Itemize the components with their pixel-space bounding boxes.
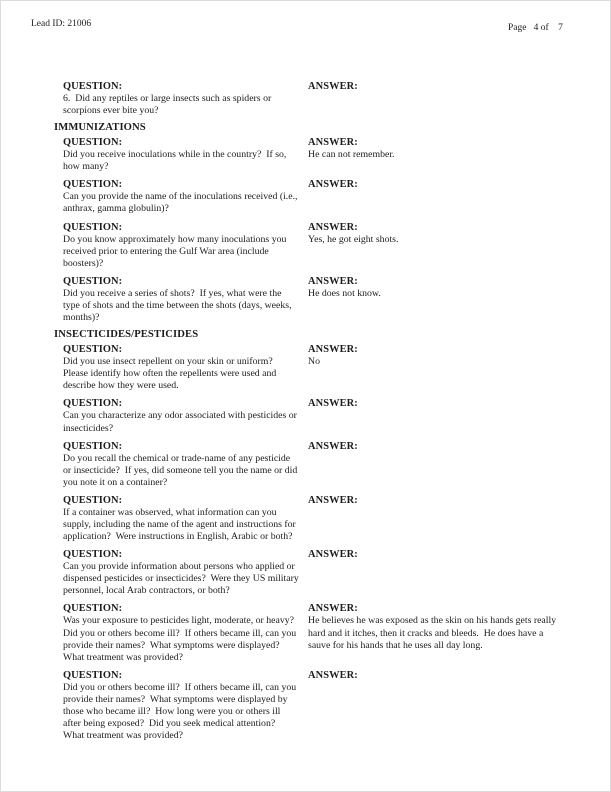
section-heading: IMMUNIZATIONS (54, 122, 146, 134)
answer-text: No (308, 356, 320, 368)
question-text: Can you provide the name of the inoculations received (i.e., anthrax, gamma globulin)? (63, 191, 300, 215)
qa-block (63, 602, 563, 663)
question-text: Can you provide information about persons who applied or dispensed pesticides or insecticides? Were they US military personnel, local Arab contractors, or both? (63, 561, 302, 597)
question-text: Did you use insect repellent on your skin or uniform? Please identify how often the repellents were used and describe how they were used. (63, 356, 279, 392)
qa-block (63, 548, 563, 597)
answer-label: ANSWER: (308, 440, 358, 452)
question-text: Do you recall the chemical or trade-name of any pesticide or insecticide? If yes, did someone tell you the name or did you note it on a container? (63, 452, 300, 488)
question-text: Can you characterize any odor associated with pesticides or insecticides? (63, 410, 300, 434)
answer-label: ANSWER: (308, 81, 358, 92)
question-label: QUESTION: (63, 440, 123, 452)
page-number-label: Page 4 of 7 (508, 23, 563, 33)
question-label: QUESTION: (63, 549, 123, 561)
question-text: If a container was observed, what information can you supply, including the name of the agent and instructions for application? Were instructions in English, Arabic or both? (63, 506, 299, 543)
answer-text (308, 561, 560, 597)
question-text: Do you know approximately how many inoculations you received prior to entering the Gulf War area (include boosters)? (63, 233, 289, 269)
question-label: QUESTION: (63, 81, 123, 92)
question-label: QUESTION: (63, 179, 123, 191)
answer-label: ANSWER: (308, 603, 358, 615)
lead-id-label: Lead ID: 21006 (31, 19, 92, 29)
question-label: QUESTION: (63, 494, 123, 506)
answer-label: ANSWER: (308, 275, 358, 287)
qa-block (63, 343, 563, 392)
question-text: Did you or others become ill? If others became ill, can you provide their names? What symptoms were displayed by those who became ill? How long were you or others ill after being exposed? Did you seek medical attention? What treatment was provided? (63, 681, 299, 742)
qa-block (63, 136, 563, 173)
answer-text (308, 682, 560, 742)
qa-block (63, 397, 563, 434)
answer-text (308, 191, 560, 215)
answer-label: ANSWER: (308, 669, 358, 681)
answer-text (308, 507, 560, 543)
qa-block (63, 494, 563, 543)
answer-text (308, 410, 560, 434)
question-label: QUESTION: (63, 669, 123, 681)
question-text: 6. Did any reptiles or large insects such as spiders or scorpions ever bite you? (63, 93, 274, 117)
question-label: QUESTION: (63, 398, 123, 410)
answer-text: Yes, he got eight shots. (308, 233, 399, 245)
answer-label: ANSWER: (308, 398, 358, 410)
qa-block (63, 275, 563, 324)
qa-block (63, 178, 563, 215)
question-text: Did you receive inoculations while in the country? If so, how many? (63, 149, 289, 173)
answer-text (308, 93, 560, 117)
answer-text (308, 453, 560, 489)
question-text: Was your exposure to pesticides light, moderate, or heavy? Did you or others become ill? If others became ill, can you provide their names? What symptoms were displayed? What treatment was provided? (63, 615, 299, 663)
answer-text: He can not remember. (308, 149, 395, 161)
qa-list (54, 80, 563, 747)
question-label: QUESTION: (63, 137, 123, 149)
qa-block (63, 221, 563, 270)
qa-block (63, 80, 563, 117)
question-label: QUESTION: (63, 603, 123, 615)
qa-block (63, 440, 563, 489)
question-text: Did you receive a series of shots? If yes, what were the type of shots and the time between the shots (days, weeks, months)? (63, 287, 294, 324)
qa-block (63, 669, 563, 742)
section-heading: INSECTICIDES/PESTICIDES (54, 329, 199, 341)
question-label: QUESTION: (63, 221, 123, 233)
question-label: QUESTION: (63, 344, 123, 356)
answer-label: ANSWER: (308, 179, 358, 191)
answer-text: He believes he was exposed as the skin on his hands gets really hard and it itches, then it cracks and bleeds. He does have a sauve for his hands that he uses all day long. (308, 615, 559, 651)
answer-label: ANSWER: (308, 344, 358, 356)
answer-text: He does not know. (308, 287, 381, 299)
answer-label: ANSWER: (308, 549, 358, 561)
question-label: QUESTION: (63, 275, 123, 287)
answer-label: ANSWER: (308, 494, 358, 506)
answer-label: ANSWER: (308, 137, 358, 149)
answer-label: ANSWER: (308, 221, 358, 233)
